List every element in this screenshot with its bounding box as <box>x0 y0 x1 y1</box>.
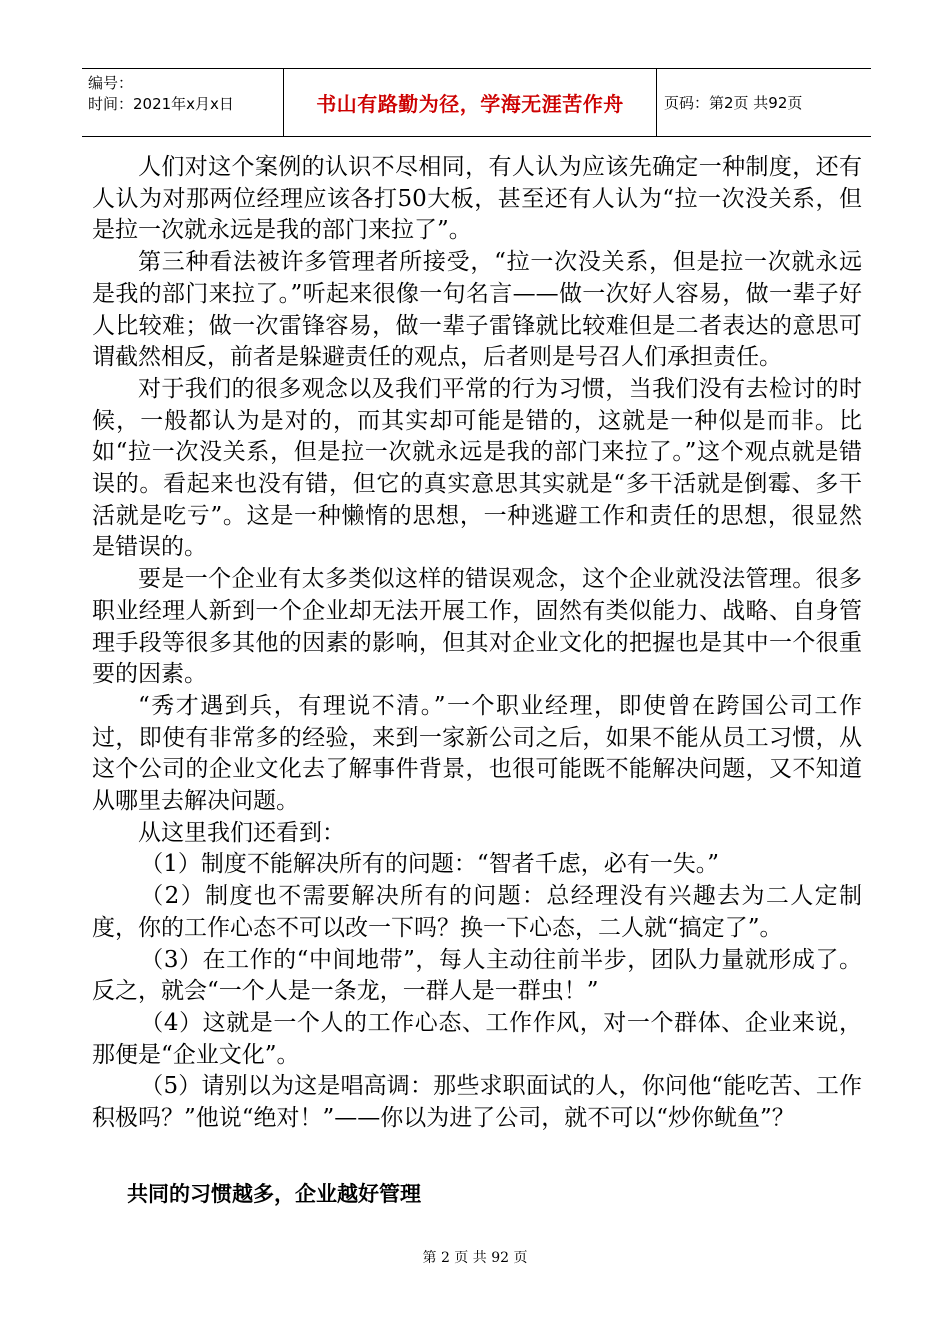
paragraph: 人们对这个案例的认识不尽相同，有人认为应该先确定一种制度，还有人认为对那两位经理应该各打50大板，甚至还有人认为“拉一次没关系，但是拉一次就永远是我的部门来拉了”。 <box>92 154 862 244</box>
paragraph: 第三种看法被许多管理者所接受，“拉一次没关系，但是拉一次就永远是我的部门来拉了。”听起来很像一句名言——做一次好人容易，做一辈子好人比较难；做一次雷锋容易，做一辈子雷锋就比较难但是二者表达的意思可谓截然相反，前者是躲避责任的观点，后者则是号召人们承担责任。 <box>92 249 862 371</box>
list-item: （3）在工作的“中间地带”，每人主动往前半步，团队力量就形成了。反之，就会“一个人是一条龙，一群人是一群虫！” <box>92 946 862 1005</box>
page-footer: 第 2 页 共 92 页 <box>422 1250 528 1266</box>
paragraph: 从这里我们还看到： <box>138 819 345 846</box>
list-item: （5）请别以为这是唱高调：那些求职面试的人，你问他“能吃苦、工作积极吗？”他说“绝对！”——你以为进了公司，就不可以“炒你鱿鱼”？ <box>92 1073 862 1132</box>
section-heading: 共同的习惯越多，企业越好管理 <box>127 1182 421 1206</box>
doc-date-label: 时间：2021年x月x日 <box>88 95 234 113</box>
list-item: （1）制度不能解决所有的问题：“智者千虑，必有一失。” <box>140 851 719 878</box>
page-header <box>82 68 871 137</box>
list-item: （2）制度也不需要解决所有的问题：总经理没有兴趣去为二人定制度，你的工作心态不可以改一下吗？换一下心态，二人就“搞定了”。 <box>92 883 862 941</box>
paragraph: “秀才遇到兵，有理说不清。”一个职业经理，即使曾在跨国公司工作过，即使有非常多的经验，来到一家新公司之后，如果不能从员工习惯，从这个公司的企业文化去了解事件背景，也很可能既不能解决问题，又不知道从哪里去解决问题。 <box>92 692 862 815</box>
header-meta <box>82 69 283 136</box>
paragraph: 对于我们的很多观念以及我们平常的行为习惯，当我们没有去检讨的时候，一般都认为是对的，而其实却可能是错的，这就是一种似是而非。比如“拉一次没关系，但是拉一次就永远是我的部门来拉了。”这个观点就是错误的。看起来也没有错，但它的真实意思其实就是“多干活就是倒霉、多干活就是吃亏”。这是一种懒惰的思想，一种逃避工作和责任的思想，很显然是错误的。 <box>92 375 862 561</box>
header-motto: 书山有路勤为径，学海无涯苦作舟 <box>283 69 657 136</box>
document-body <box>92 152 862 1135</box>
list-item: （4）这就是一个人的工作心态、工作作风，对一个群体、企业来说，那便是“企业文化”。 <box>92 1009 862 1068</box>
paragraph: 要是一个企业有太多类似这样的错误观念，这个企业就没法管理。很多职业经理人新到一个企业却无法开展工作，固然有类似能力、战略、自身管理手段等很多其他的因素的影响，但其对企业文化的把握也是其中一个很重要的因素。 <box>92 566 862 688</box>
header-page-info: 页码：第2页 共92页 <box>664 94 803 112</box>
doc-code-label: 编号： <box>88 74 134 92</box>
